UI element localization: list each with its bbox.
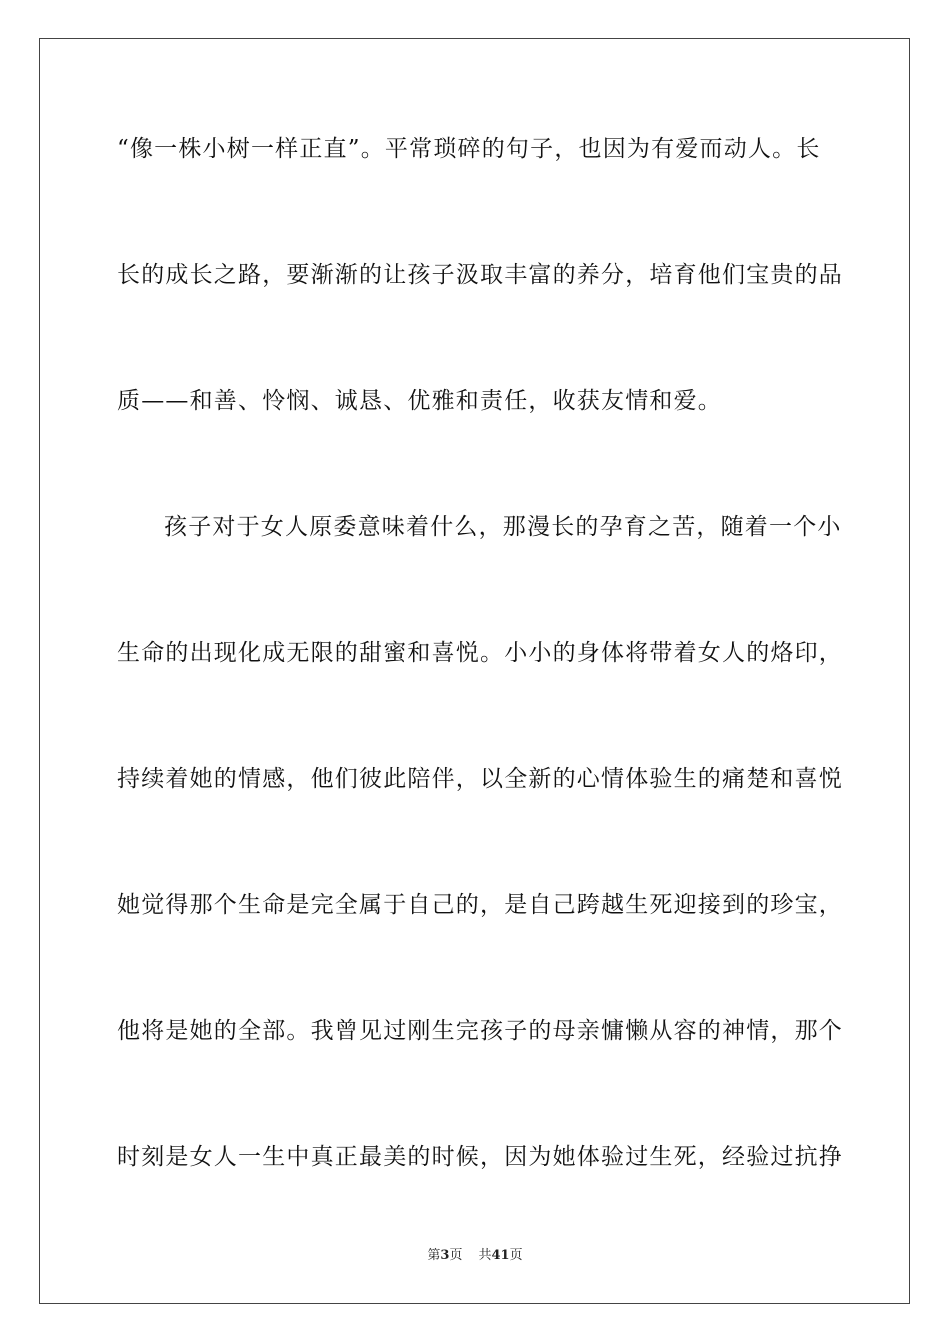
footer-total-pages: 41 [491, 1248, 510, 1263]
text-line-5: 生命的出现化成无限的甜蜜和喜悦。小小的身体将带着女人的烙印， [117, 640, 843, 666]
text-line-2: 长的成长之路，要渐渐的让孩子汲取丰富的养分，培育他们宝贵的品 [117, 262, 843, 288]
page-border [39, 38, 910, 1304]
text-line-4-paragraph-start: 孩子对于女人原委意味着什么，那漫长的孕育之苦，随着一个小 [164, 514, 842, 540]
text-line-3: 质——和善、怜悯、诚恳、优雅和责任，收获友情和爱。 [117, 388, 722, 414]
text-line-7: 她觉得那个生命是完全属于自己的，是自己跨越生死迎接到的珍宝， [117, 892, 843, 918]
footer-page-prefix: 第 [427, 1248, 441, 1263]
footer-page-number: 3 [440, 1248, 450, 1263]
footer-total-prefix: 共 [478, 1248, 492, 1263]
text-line-1: “像一株小树一样正直”。平常琐碎的句子，也因为有爱而动人。长 [117, 136, 821, 162]
page-footer [0, 1247, 950, 1265]
footer-page-suffix: 页 [449, 1248, 463, 1263]
footer-total-suffix: 页 [509, 1248, 523, 1263]
text-line-9: 时刻是女人一生中真正最美的时候，因为她体验过生死，经验过抗挣 [117, 1144, 843, 1170]
text-line-8: 他将是她的全部。我曾见过刚生完孩子的母亲慵懒从容的神情，那个 [117, 1018, 843, 1044]
text-line-6: 持续着她的情感，他们彼此陪伴，以全新的心情体验生的痛楚和喜悦 [117, 766, 843, 792]
